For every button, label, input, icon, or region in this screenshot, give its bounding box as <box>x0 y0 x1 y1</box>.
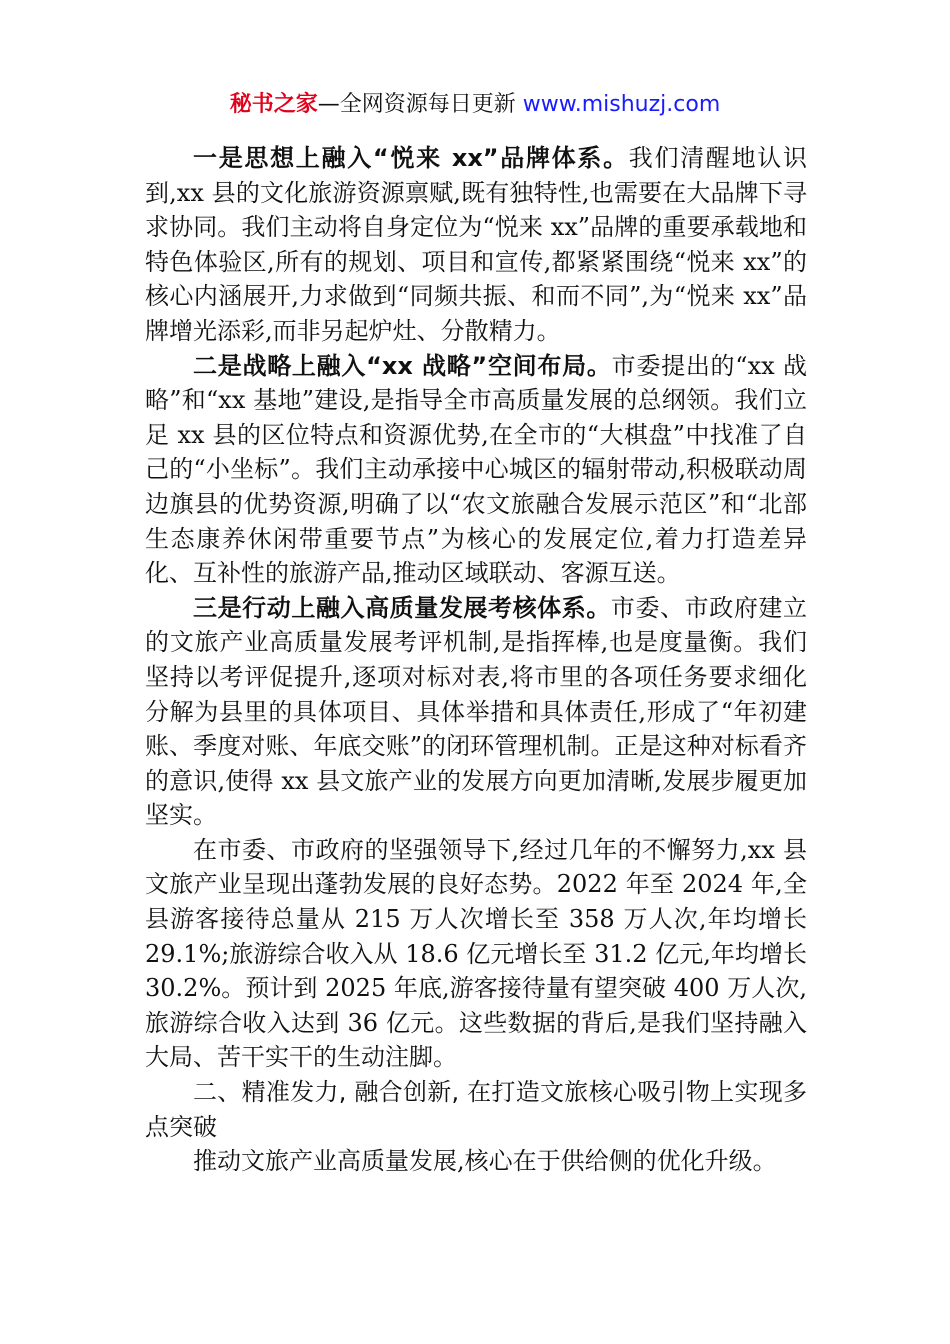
site-brand: 秘书之家 <box>229 92 318 117</box>
paragraph-lead: 一是思想上融入“悦来 xx”品牌体系。 <box>193 144 629 172</box>
paragraph-development-results <box>145 833 807 1075</box>
paragraph-assessment-system <box>145 591 807 833</box>
paragraph-text: 我们清醒地认识到,xx 县的文化旅游资源禀赋,既有独特性,也需要在大品牌下寻求协同。我们主动将自身定位为“悦来 xx”品牌的重要承载地和特色体验区,所有的规划、项目和宣传,都紧紧围绕“悦来 xx”的核心内涵展开,力求做到“同频共振、和而不同”,为“悦来 xx”品牌增光添彩,而非另起炉灶、分散精力。 <box>145 144 807 345</box>
site-header <box>0 90 950 120</box>
paragraph-text: 在市委、市政府的坚强领导下,经过几年的不懈努力,xx 县文旅产业呈现出蓬勃发展的良好态势。2022 年至 2024 年,全县游客接待总量从 215 万人次增长至 358 万人次,年均增长 29.1%;旅游综合收入从 18.6 亿元增长至 31.2 亿元,年均增长 30.2%。预计到 2025 年底,游客接待量有望突破 400 万人次,旅游综合收入达到 36 亿元。这些数据的背后,是我们坚持融入大局、苦干实干的生动注脚。 <box>145 835 807 1072</box>
paragraph-lead: 二是战略上融入“xx 战略”空间布局。 <box>193 351 612 380</box>
document-body <box>145 141 807 1179</box>
paragraph-brand-system <box>145 141 807 349</box>
site-tagline: —全网资源每日更新 <box>317 92 516 117</box>
paragraph-lead: 三是行动上融入高质量发展考核体系。 <box>193 593 611 622</box>
paragraph-strategy-layout <box>145 349 807 591</box>
paragraph-closing: 推动文旅产业高质量发展,核心在于供给侧的优化升级。 <box>193 1147 777 1176</box>
paragraph-text: 市委提出的“xx 战略”和“xx 基地”建设,是指导全市高质量发展的总纲领。我们立足 xx 县的区位特点和资源优势,在全市的“大棋盘”中找准了自己的“小坐标”。我们主动承接中心城区的辐射带动,积极联动周边旗县的优势资源,明确了以“农文旅融合发展示范区”和“北部生态康养休闲带重要节点”为核心的发展定位,着力打造差异化、互补性的旅游产品,推动区域联动、客源互送。 <box>145 351 807 588</box>
section-heading: 二、精准发力, 融合创新, 在打造文旅核心吸引物上实现多点突破 <box>145 1078 807 1141</box>
site-url-link[interactable]: www.mishuzj.com <box>522 92 721 117</box>
paragraph-text: 市委、市政府建立的文旅产业高质量发展考评机制,是指挥棒,也是度量衡。我们坚持以考评促提升,逐项对标对表,将市里的各项任务要求细化分解为县里的具体项目、具体举措和具体责任,形成了“年初建账、季度对账、年底交账”的闭环管理机制。正是这种对标看齐的意识,使得 xx 县文旅产业的发展方向更加清晰,发展步履更加坚实。 <box>145 593 808 830</box>
